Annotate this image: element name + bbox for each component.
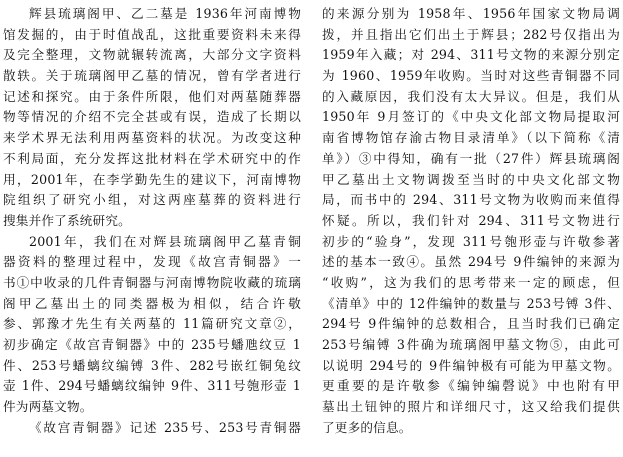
text-line: 用，2001年，在李学勤先生的建议下，河南博物: [3, 171, 301, 187]
text-line: 散轶。关于琉璃阁甲乙墓的情况，曾有学者进行: [3, 68, 301, 84]
text-line: 记述和探究。由于条件所限，他们对两墓随葬器: [3, 88, 301, 104]
text-line: 初步确定《故宫青铜器》中的 235号蟠虺纹豆 1: [3, 337, 301, 352]
text-line: 的入藏原因，我们没有太大异议。但是，我们从: [322, 88, 620, 104]
text-line: 南省博物馆存渝古物目录清单》（以下简称《清: [322, 130, 620, 146]
text-line: 及完全整理，文物就辗转流离，大部分文字资料: [3, 47, 301, 63]
text-line: 述的基本一致④。虽然 294号 9件编钟的来源为: [322, 254, 620, 270]
text-line: 参、郭豫才先生有关两墓的 11篇研究文章②，: [3, 316, 301, 332]
text-line: 不利局面，充分发挥这批材料在学术研究中的作: [3, 150, 301, 166]
text-line: 件、253号蟠螭纹编镈 3件、282号嵌红铜兔纹: [3, 357, 301, 373]
left-text-column: [3, 4, 301, 438]
text-line: 《清单》中的 12件编钟的数量与 253号镈 3件、: [322, 295, 620, 311]
text-line: 2001年，我们在对辉县琉璃阁甲乙墓青铜: [29, 233, 301, 249]
text-line: “收购”，这为我们的思考带来一定的顾虑，但: [322, 274, 620, 290]
text-line: 1950年 9月签订的《中央文化部文物局提取河: [322, 109, 620, 125]
text-line: 拨，并且指出它们出土于辉县；282号仅指出为: [322, 26, 620, 42]
text-line: 甲乙墓出土文物调拨至当时的中央文化部文物: [322, 171, 620, 187]
text-line: 的来源分别为 1958年、1956年国家文物局调: [322, 6, 620, 21]
text-line: 馆发掘的，由于时值战乱，这批重要资料未来得: [3, 26, 301, 42]
text-line: 以说明 294号的 9件编钟极有可能为甲墓文物。: [322, 357, 620, 373]
text-line: 局，而书中的 294、311号文物为收购而来值得: [322, 192, 620, 208]
text-line: 1959年入藏；对 294、311号文物的来源分别定: [322, 47, 620, 63]
text-line: 为 1960、1959年收购。当时对这些青铜器不同: [322, 68, 620, 84]
text-line: 来学术界无法利用两墓资料的状况。为改变这种: [3, 130, 301, 146]
text-line: 253号编镈 3件确为琉璃阁甲墓文物⑤，由此可: [322, 337, 620, 352]
text-line: 单》）③中得知，确有一批（27件）辉县琉璃阁: [322, 150, 620, 166]
text-line: 搜集并作了系统研究。: [3, 212, 131, 228]
text-line: 怀疑。所以，我们针对 294、311号文物进行: [322, 212, 620, 228]
text-line: 书①中收录的几件青铜器与河南博物院收藏的琉璃: [3, 274, 301, 290]
text-line: 件为两墓文物。: [3, 399, 93, 415]
text-line: 更重要的是许敬参《编钟编磬说》中也附有甲: [322, 378, 620, 394]
text-line: 初步的“验身”，发现 311号匏形壶与许敬参著: [322, 233, 620, 249]
text-line: 壶 1件、294号蟠螭纹编钟 9件、311号匏形壶 1: [3, 378, 301, 394]
text-line: 器资料的整理过程中，发现《故宫青铜器》一: [3, 254, 301, 270]
text-line: 物等情况的介绍不完全甚或有误，造成了长期以: [3, 109, 301, 125]
text-line: 294号 9件编钟的总数相合，且当时我们已确定: [322, 316, 620, 332]
text-line: 阁甲乙墓出土的同类器极为相似，结合许敬: [3, 295, 301, 311]
text-line: 《故宫青铜器》记述 235号、253号青铜器: [29, 419, 301, 435]
text-line: 墓出土钮钟的照片和详细尺寸，这又给我们提供: [322, 399, 620, 415]
text-line: 辉县琉璃阁甲、乙二墓是 1936年河南博物: [29, 6, 301, 21]
right-text-column: [322, 4, 620, 438]
text-line: 院组织了研究小组，对这两座墓葬的资料进行: [3, 192, 301, 208]
text-line: 了更多的信息。: [322, 419, 412, 435]
